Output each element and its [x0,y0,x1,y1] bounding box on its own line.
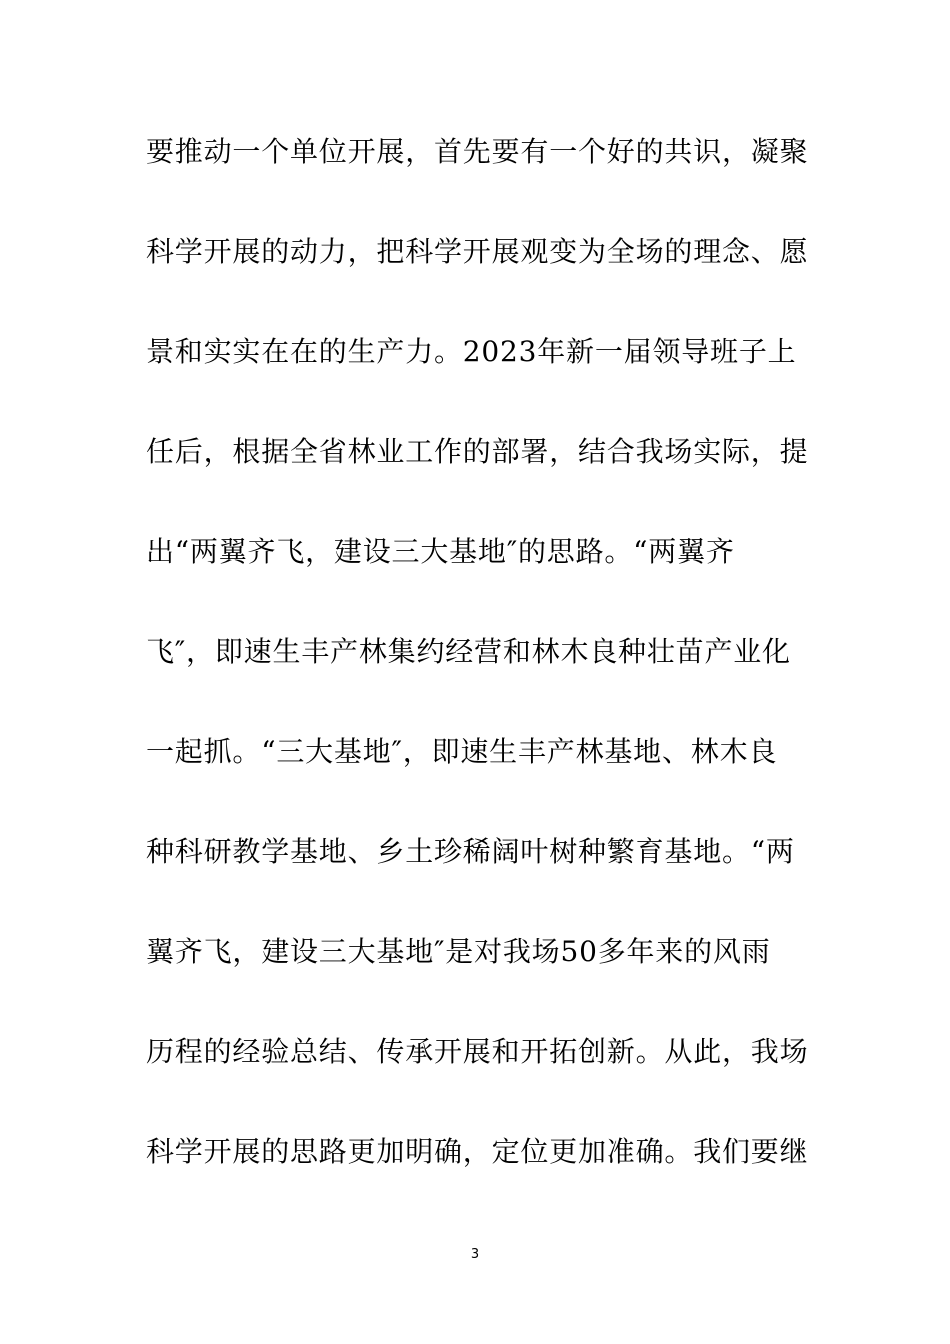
text-line-7: 一起抓。“三大基地″，即速生丰产林基地、林木良 [146,735,778,768]
text-line-11: 科学开展的思路更加明确，定位更加准确。我们要继 [146,1135,809,1168]
page-number: 3 [470,1247,480,1262]
text-line-2: 科学开展的动力，把科学开展观变为全场的理念、愿 [146,235,809,268]
text-line-6: 飞″，即速生丰产林集约经营和林木良种壮苗产业化 [146,635,791,668]
text-line-4: 任后，根据全省林业工作的部署，结合我场实际，提 [146,435,809,468]
text-line-9: 翼齐飞，建设三大基地″是对我场50多年来的风雨 [146,935,771,968]
text-line-1: 要推动一个单位开展，首先要有一个好的共识，凝聚 [146,135,809,168]
text-line-8: 种科研教学基地、乡土珍稀阔叶树种繁育基地。“两 [146,835,795,868]
text-line-3: 景和实实在在的生产力。2023年新一届领导班子上 [146,335,797,368]
body-paragraph [146,124,816,1224]
text-line-10: 历程的经验总结、传承开展和开拓创新。从此，我场 [146,1035,809,1068]
text-line-5: 出“两翼齐飞，建设三大基地″的思路。“两翼齐 [146,535,735,568]
